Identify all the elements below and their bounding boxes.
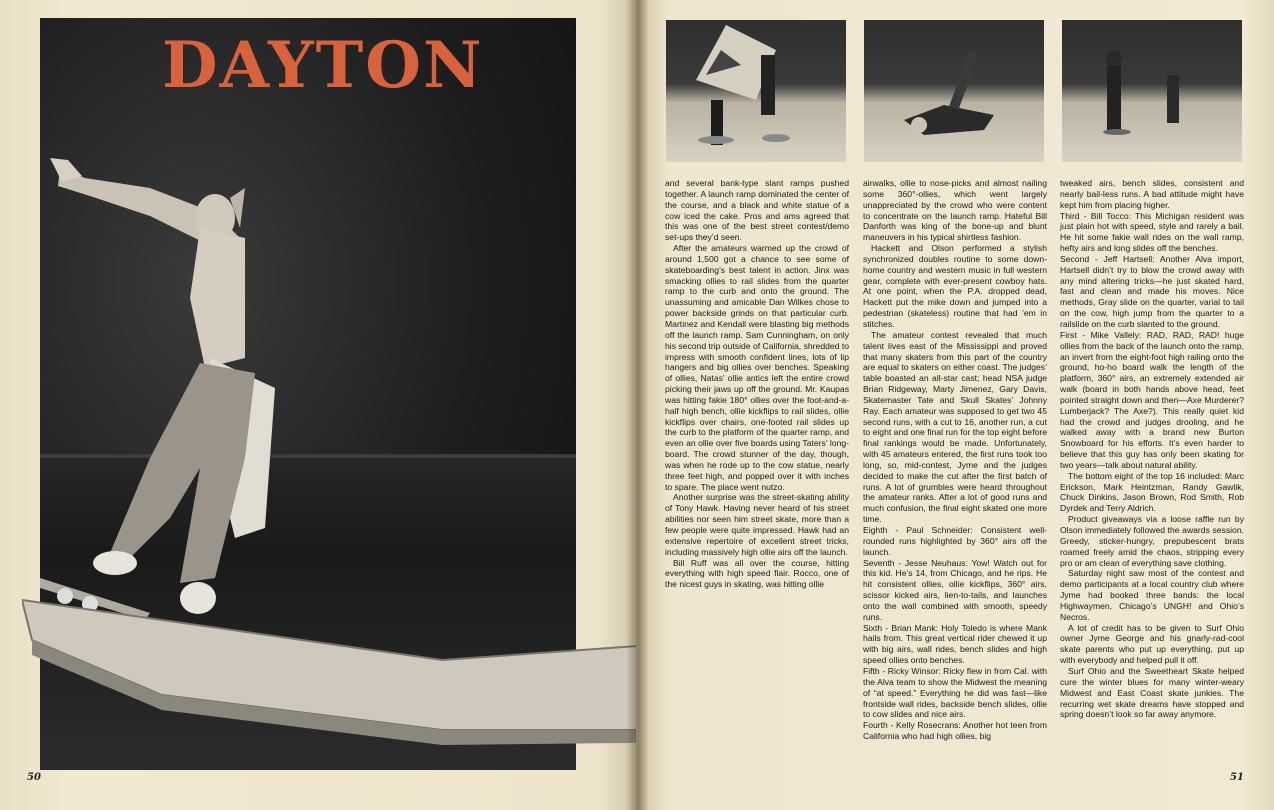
page-number-right: 51 [1230,772,1244,783]
paragraph: Hackett and Olson performed a stylish synchronized doubles routine to some down-home country and western music in full western gear, complete with ever-present cowboy hats. At one point, when the P.A. dropped dead, Hackett put the mike down and jumped into a pedestrian (skateless) routine that had ’em in stitches. [863,243,1047,329]
paragraph: Another surprise was the street-skating ability of Tony Hawk. Having never heard of his street abilities nor seen him street skate, more than a few people were quite impressed. Hawk had an extensive repertoire of excellent street tricks, including massively high ollie airs off the launch. [665,492,849,557]
paragraph: After the amateurs warmed up the crowd of around 1,500 got a chance to see some of skateboarding’s best talent in action. Jinx was smacking ollies to rail slides from the quarter ramp to the curb and onto the ground. The unassuming and amicable Dan Wilkes chose to power backside grinds on that particular curb. Martinez and Kendall were blasting big methods off the launch ramp. Sam Cunningham, on only his second trip outside of California, shredded to impress with smooth confident lines, lots of lip hangers and big ollies over benches. Speaking of ollies, Natas’ ollie antics left the entire crowd picking their jaws up off the ground. Mr. Kaupas was hitting fakie 180° ollies over the foot-and-a-half high bench, ollie kickflips to rail slides, ollie kickflips over chairs, one-footed rail slides up the curb to the platform of the quarter ramp, and even an ollie over five boards using Taters’ long-board. The crowd stunner of the day, though, was when he rode up to the cow statue, nearly three feet high, and popped over it with inches to spare. The place went nutzo. [665,243,849,492]
paragraph: Eighth - Paul Schneider: Consistent well-rounded runs highlighted by 360° airs off the launch. [863,525,1047,557]
right-page [636,0,1274,810]
binding-gutter [626,0,648,810]
paragraph: Surf Ohio and the Sweetheart Skate helped cure the winter blues for many winter-weary Midwest and East Coast skate junkies. The recurring wet skate dreams have stopped and spring doesn’t look so far away anymore. [1060,665,1244,720]
article-title: DAYTON [162,28,484,103]
paragraph: tweaked airs, bench slides, consistent and nearly bail-less runs. A bad attitude might have kept him from placing higher. [1060,178,1244,210]
photo-thumb-fall [864,20,1044,162]
paragraph: Fifth - Ricky Winsor: Ricky flew in from Cal. with the Alva team to show the Midwest the meaning of “at speed.” Everything he did was fast—like frontside wall rides, backside bench slides, ollie to cow slides and nice airs. [863,665,1047,720]
paragraph: Second - Jeff Hartsell: Another Alva import, Hartsell didn’t try to blow the crowd away with any mind altering tricks—he just skated hard, fast and clean and made his moves. Nice methods, Gray slide on the quarter, varial to tail on the cow, high jump from the quarter to a railslide on the curb slanted to the ground. [1060,253,1244,329]
text-column-1 [665,178,849,590]
page-number-left: 50 [27,772,41,783]
paragraph: Seventh - Jesse Neuhaus: Yow! Watch out for this kid. He’s 14, from Chicago, and he rips. He hit consistent ollies, ollie kickflips, 360° airs, scissor kicked airs, lien-to-tails, and launches onto the wall combined with smooth, speedy runs. [863,557,1047,622]
paragraph: Sixth - Brian Mank: Holy Toledo is where Mank hails from. This great vertical rider chewed it up with big airs, wall rides, bench slides and high speed ollies onto benches. [863,622,1047,666]
paragraph: airwalks, ollie to nose-picks and almost nailing some 360°-ollies, which went largely unappreciated by the crowd who were content to concentrate on the launch ramp. Hateful Bill Danforth was king of the bone-up and blunt maneuvers in his typical shirtless fashion. [863,178,1047,243]
paragraph: Third - Bill Tocco: This Michigan resident was just plain hot with speed, style and rarely a bail. He hit some fakie wall rides on the wall ramp, hefty airs and long slides off the benches. [1060,210,1244,254]
paragraph: First - Mike Vallely: RAD, RAD, RAD! huge ollies from the back of the launch onto the ramp, an invert from the eight-foot high railing onto the ground, ho-ho board walk the length of the platform, 360° airs, an extremely extended air walk (board in both hands above head, feet pointed straight down and then—Axe Murderer? Lumberjack? The Axe?). This really quiet kid had the crowd and judges drooling, and he walked away with a brand new Burton Snowboard for his efforts. It’s even harder to believe that this guy has only been skating for two years—talk about natural ability. [1060,329,1244,470]
photo-thumb-finish [1062,20,1242,162]
paragraph: The bottom eight of the top 16 included: Marc Erickson, Mark Heintzman, Randy Gawlik, Chuck Dinkins, Jason Brown, Rod Smith, Rob Dyrdek and Terry Aldrich. [1060,470,1244,514]
paragraph: Saturday night saw most of the contest and demo participants at a local country club where Jyme had booked three bands: the local Highwaymen, Chicago’s UNGH! and Ohio’s Necros. [1060,568,1244,622]
paragraph: The amateur contest revealed that much talent lives east of the Mississippi and proved that many skaters from this part of the country are equal to skaters on either coast. The judges’ table boasted an all-star cast; head NSA judge Brian Ridgeway, Marty Jimenez, Gary Davis, Skatemaster Tate and Skull Skates’ Johnny Ray. Each amateur was supposed to get two 45 second runs, with a cut to 16, another run, a cut to eight and one final run for the top eight before final rankings would be made. Unfortunately, with 45 amateurs entered, the first runs took too long, so, mid-contest, Jyme and the judges decided to make the cut after the first batch of runs. A lot of grumbles were heard throughout the amateur ranks. After a lot of good runs and much confusion, the final eight skated one more time. [863,329,1047,525]
paragraph: A lot of credit has to be given to Surf Ohio owner Jyme George and his gnarly-rad-cool skate parents who put up everything, put up with everybody and helped pull it off. [1060,622,1244,666]
text-column-3 [1060,178,1244,720]
paragraph: Bill Ruff was all over the course, hitting everything with high speed flair. Rocco, one of the nicest guys in skating, was hitting ollie [665,557,849,590]
paragraph: Product giveaways via a loose raffle run by Olson immediately followed the awards session. Greedy, sticker-hungry, prepubescent brats roamed freely amid the chaos, stripping every pro or am clean of everything save clothing. [1060,514,1244,568]
paragraph: Fourth - Kelly Rosecrans: Another hot teen from California who had high ollies, big [863,720,1047,742]
text-column-2 [863,178,1047,742]
left-page [0,0,636,810]
photo-thumb-flag [666,20,846,162]
skater-figure [40,158,320,638]
paragraph: and several bank-type slant ramps pushed together. A launch ramp dominated the center of the course, and a black and white statue of a cow iced the cake. Pros and ams agreed that this was one of the best street contest/demo set-ups they’d seen. [665,178,849,243]
